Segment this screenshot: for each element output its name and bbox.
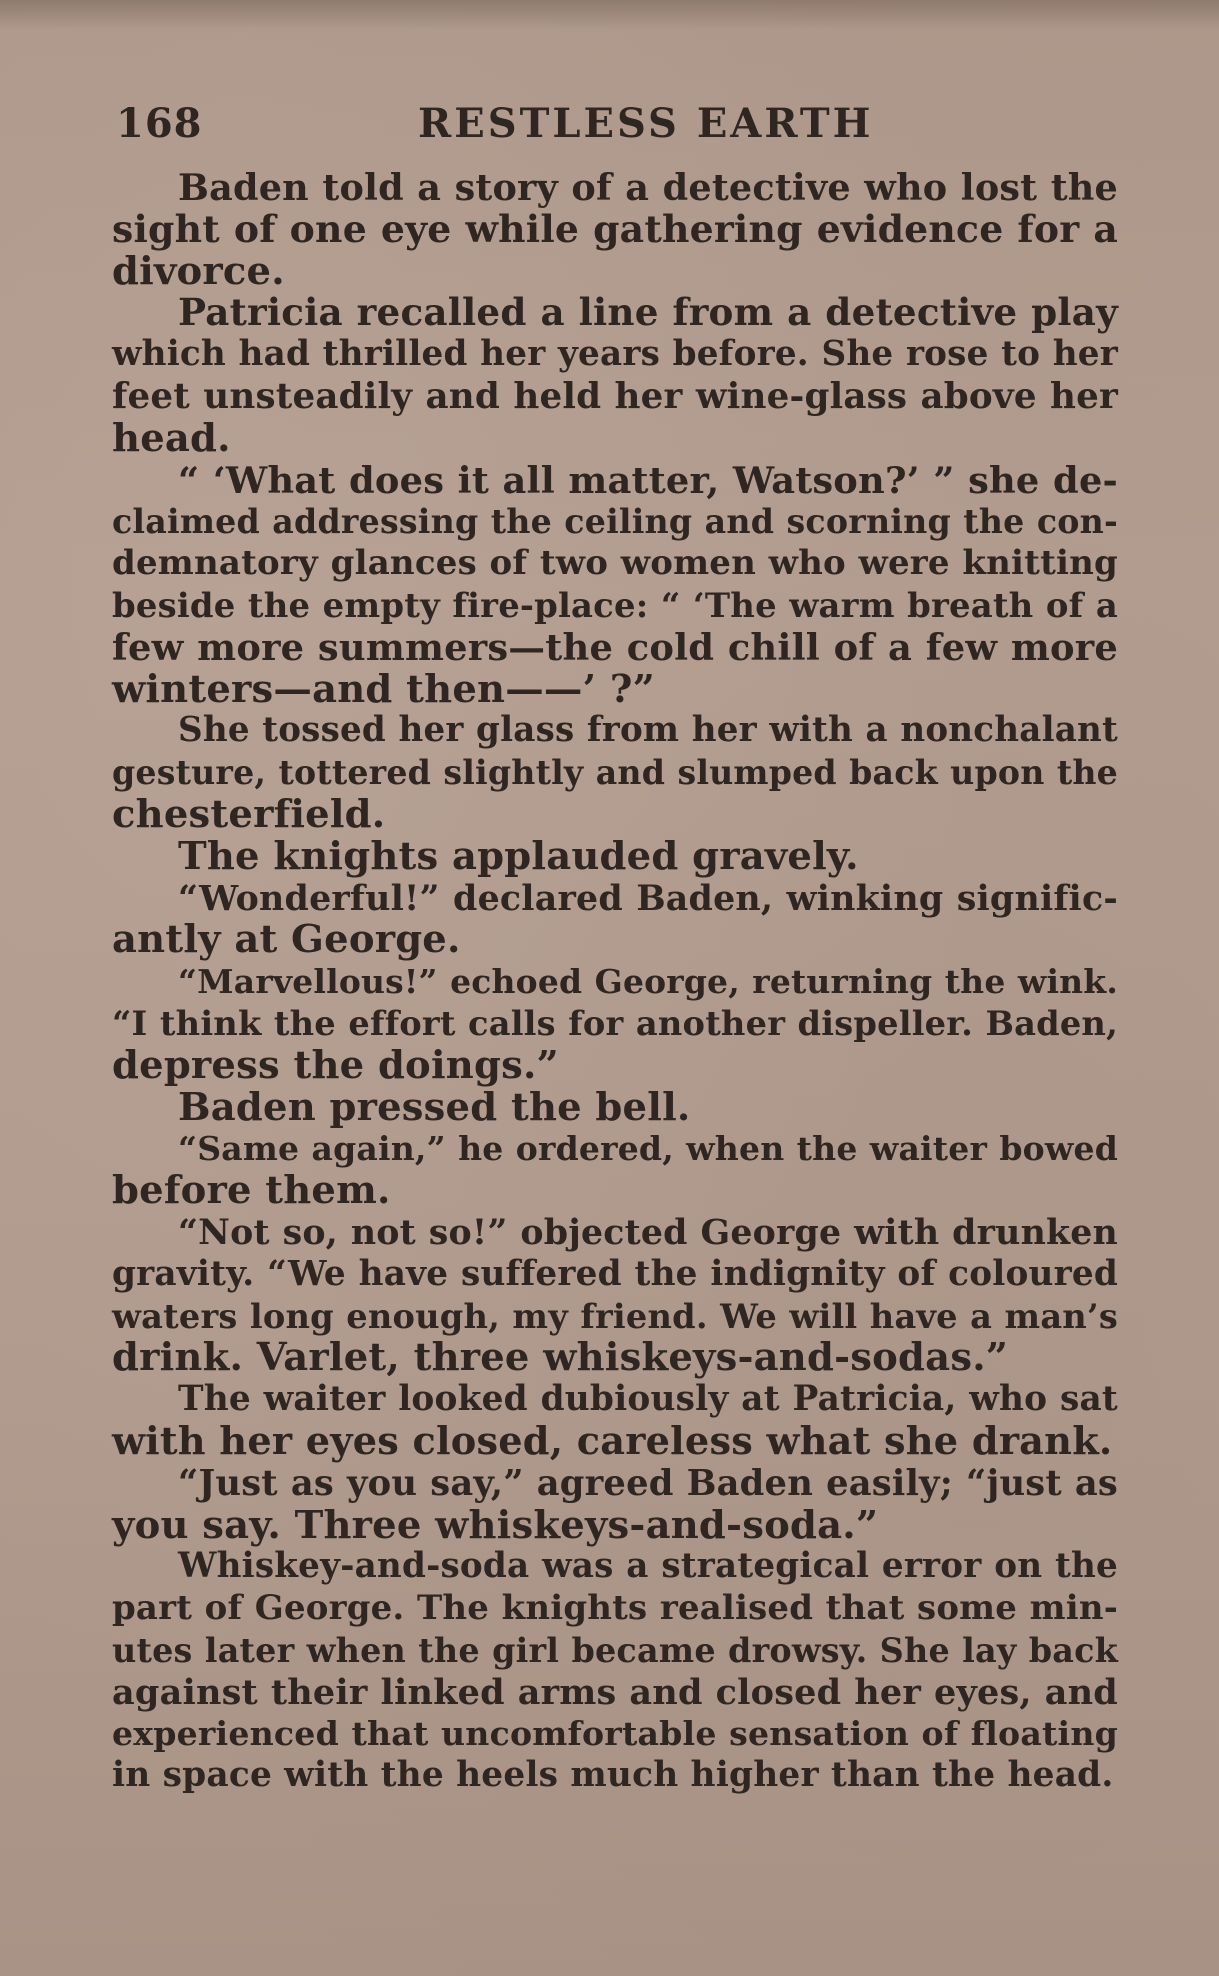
text-line: head. bbox=[112, 415, 231, 461]
text-line: with her eyes closed, careless what she drank. bbox=[112, 1418, 1113, 1464]
text-line: waters long enough, my friend. We will have a man’s bbox=[112, 1295, 1118, 1336]
text-line: The waiter looked dubiously at Patricia, who sat bbox=[178, 1379, 1118, 1420]
text-line: few more summers—the cold chill of a few more bbox=[112, 624, 1118, 669]
text-line: divorce. bbox=[112, 248, 285, 294]
text-line: Baden pressed the bell. bbox=[178, 1084, 691, 1130]
text-line: drink. Varlet, three whiskeys-and-sodas.” bbox=[112, 1335, 1009, 1381]
page-number: 168 bbox=[116, 100, 203, 147]
text-line: in space with the heels much higher than the head. bbox=[112, 1755, 1114, 1796]
text-line: “Just as you say,” agreed Baden easily; “just as bbox=[178, 1462, 1118, 1504]
text-line: Whiskey-and-soda was a strategical error on the bbox=[178, 1546, 1118, 1587]
text-line: winters—and then——’ ?” bbox=[112, 666, 655, 712]
running-title: RESTLESS EARTH bbox=[418, 100, 874, 147]
text-line: gesture, tottered slightly and slumped back upon the bbox=[112, 753, 1118, 793]
page-top-edge-shadow bbox=[0, 0, 1219, 30]
text-line: experienced that uncomfortable sensation of floating bbox=[112, 1714, 1118, 1754]
text-line: beside the empty fire-place: “ ‘The warm breath of a bbox=[112, 584, 1118, 625]
text-line: against their linked arms and closed her eyes, and bbox=[112, 1671, 1118, 1713]
text-line: gravity. “We have suffered the indignity of coloured bbox=[112, 1253, 1118, 1294]
text-line: “I think the effort calls for another dispeller. Baden, bbox=[112, 1002, 1118, 1043]
text-line: She tossed her glass from her with a nonchalant bbox=[178, 710, 1118, 751]
text-line: “Wonderful!” declared Baden, winking signific- bbox=[178, 877, 1118, 919]
text-line: chesterfield. bbox=[112, 791, 386, 837]
text-line: “Same again,” he ordered, when the waiter bowed bbox=[178, 1129, 1118, 1169]
text-line: antly at George. bbox=[112, 917, 461, 963]
text-line: utes later when the girl became drowsy. She lay back bbox=[112, 1630, 1118, 1670]
text-line: claimed addressing the ceiling and scorning the con- bbox=[112, 502, 1118, 542]
text-line: The knights applauded gravely. bbox=[178, 833, 859, 879]
text-line: Patricia recalled a line from a detective play bbox=[178, 290, 1118, 335]
text-line: sight of one eye while gathering evidence for a bbox=[112, 206, 1118, 251]
text-line: “Not so, not so!” objected George with drunken bbox=[178, 1211, 1118, 1253]
text-line: “Marvellous!” echoed George, returning the wink. bbox=[178, 962, 1118, 1002]
text-line: depress the doings.” bbox=[112, 1042, 559, 1088]
text-line: feet unsteadily and held her wine-glass above her bbox=[112, 375, 1118, 417]
page-header bbox=[112, 100, 1112, 150]
text-line: Baden told a story of a detective who lost the bbox=[178, 166, 1118, 209]
body-text bbox=[112, 167, 1118, 1797]
text-line: which had thrilled her years before. She rose to her bbox=[112, 334, 1118, 375]
text-line: demnatory glances of two women who were knitting bbox=[112, 543, 1118, 584]
text-line: “ ‘What does it all matter, Watson?’ ” she de- bbox=[178, 457, 1118, 502]
text-line: you say. Three whiskeys-and-soda.” bbox=[112, 1502, 879, 1548]
text-line: part of George. The knights realised that some min- bbox=[112, 1588, 1118, 1629]
text-line: before them. bbox=[112, 1168, 391, 1214]
